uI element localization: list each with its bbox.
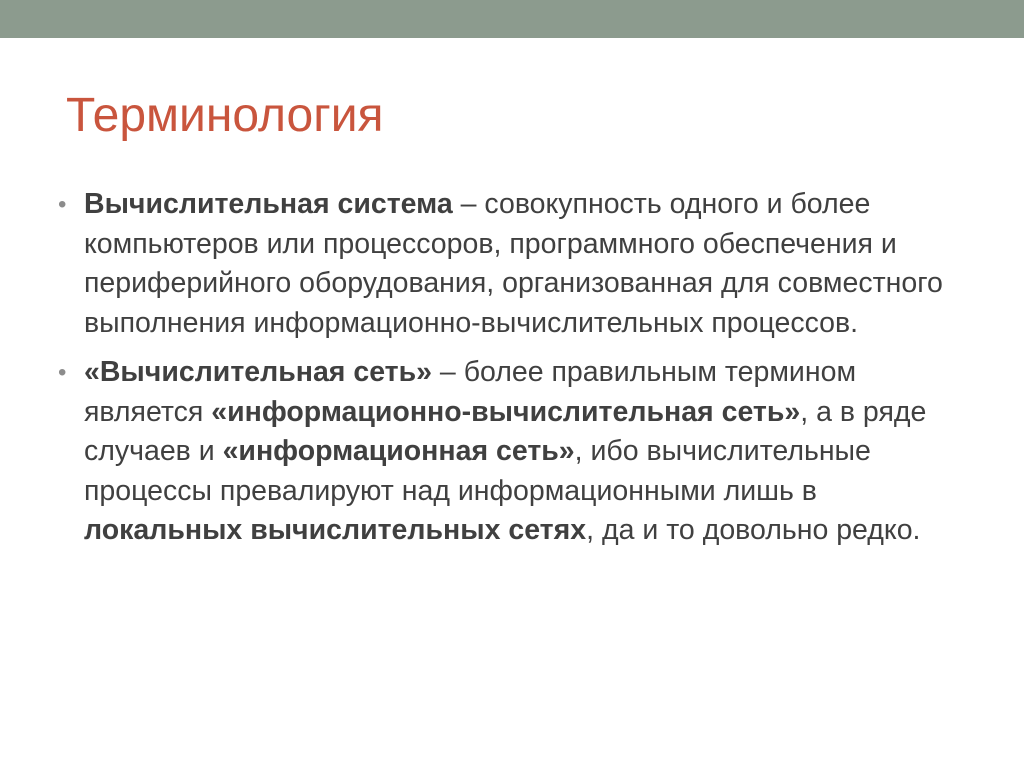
bullet-marker: • xyxy=(58,191,67,218)
bullet-text-run: , ибо вычислительные процессы превалируют над информационными лишь в xyxy=(84,435,871,507)
bullet-marker: • xyxy=(58,359,67,386)
bullet-term: Вычислительная система xyxy=(84,188,453,220)
bullet-text-run: – более правильным термином является xyxy=(84,356,857,428)
bullet-item xyxy=(58,353,968,551)
bullet-item xyxy=(58,185,968,343)
bullet-term: локальных вычислительных сетях xyxy=(84,514,587,546)
bullet-term: «информационно-вычислительная сеть» xyxy=(211,395,801,428)
bullet-list xyxy=(58,185,968,561)
bullet-text xyxy=(84,188,943,339)
bullet-definition: – совокупность одного и более компьютеров или процессоров, программного обеспечения и периферийного оборудования, организованная для совместного выполнения информационно-вычислительных процессов. xyxy=(84,188,943,339)
bullet-text-run: , а в ряде случаев и xyxy=(84,395,927,467)
slide-title: Терминология xyxy=(66,89,384,142)
slide-top-band xyxy=(0,0,1024,38)
bullet-term: «Вычислительная сеть» xyxy=(84,356,433,388)
bullet-term: «информационная сеть» xyxy=(222,435,575,467)
bullet-text-run: , да и то довольно редко. xyxy=(586,514,921,546)
bullet-text xyxy=(84,356,926,546)
